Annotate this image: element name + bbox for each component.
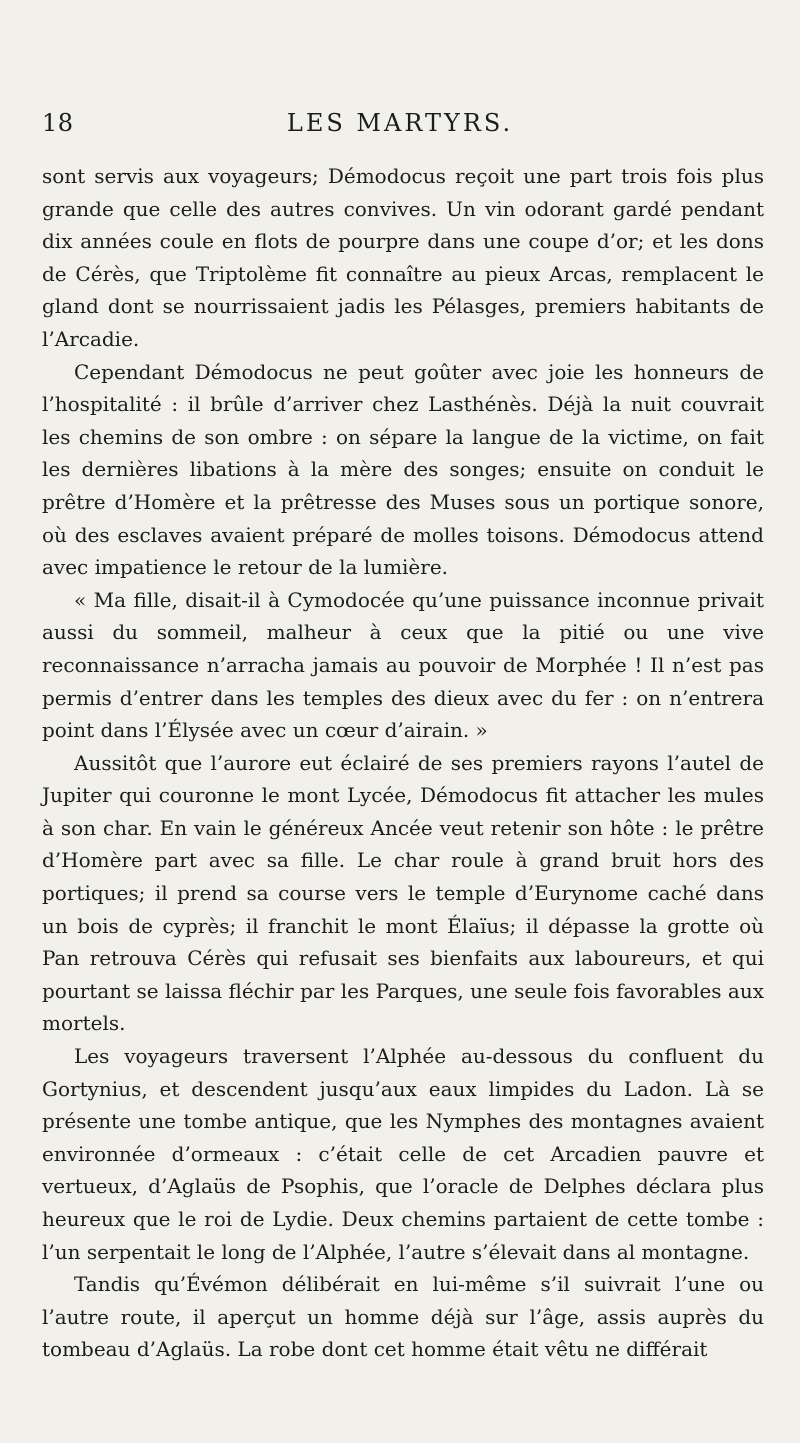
body-text (42, 160, 764, 1366)
paragraph: Cependant Démodocus ne peut goûter avec joie les honneurs de l’hospitalité : il brûle d’arriver chez Lasthénès. Déjà la nuit couvrait les chemins de son ombre : on sépare la langue de la victime, on fait les dernières libations à la mère des songes; ensuite on conduit le prêtre d’Homère et la prêtresse des Muses sous un portique sonore, où des esclaves avaient préparé de molles toisons. Démodocus attend avec impatience le retour de la lumière. (42, 359, 764, 580)
paragraph: Aussitôt que l’aurore eut éclairé de ses premiers rayons l’autel de Jupiter qui couronne le mont Lycée, Démodocus fit attacher les mules à son char. En vain le généreux Ancée veut retenir son hôte : le prêtre d’Homère part avec sa fille. Le char roule à grand bruit hors des portiques; il prend sa course vers le temple d’Eurynome caché dans un bois de cyprès; il franchit le mont Élaïus; il dépasse la grotte où Pan retrouva Cérès qui refusait ses bienfaits aux laboureurs, et qui pourtant se laissa fléchir par les Parques, une seule fois favorables aux mortels. (42, 750, 764, 1036)
running-title: LES MARTYRS. (286, 109, 514, 137)
paragraph-continued: sont servis aux voyageurs; Démodocus reçoit une part trois fois plus grande que celle des autres convives. Un vin odorant gardé pendant dix années coule en flots de pourpre dans une coupe d’or; et les dons de Cérès, que Triptolème fit connaître au pieux Arcas, remplacent le gland dont se nourrissaient jadis les Pélasges, premiers habitants de l’Arcadie. (42, 164, 764, 351)
paragraph: Les voyageurs traversent l’Alphée au-dessous du confluent du Gortynius, et descendent jusqu’aux eaux limpides du Ladon. Là se présente une tombe antique, que les Nymphes des montagnes avaient environnée d’ormeaux : c’était celle de cet Arcadien pauvre et vertueux, d’Aglaüs de Psophis, que l’oracle de Delphes déclara plus heureux que le roi de Lydie. Deux chemins partaient de cette tombe : l’un serpentait le long de l’Alphée, l’autre s’élevait dans al montagne. (42, 1044, 764, 1264)
paragraph: Tandis qu’Évémon délibérait en lui-même s’il suivrait l’une ou l’autre route, il aperçut un homme déjà sur l’âge, assis auprès du tombeau d’Aglaüs. La robe dont cet homme était vêtu ne différait (42, 1272, 764, 1362)
page-number: 18 (42, 109, 74, 137)
paragraph-quote: « Ma fille, disait-il à Cymodocée qu’une puissance inconnue privait aussi du sommeil, malheur à ceux que la pitié ou une vive reconnaissance n’arracha jamais au pouvoir de Morphée ! Il n’est pas permis d’entrer dans les temples des dieux avec du fer : on n’entrera point dans l’Élysée avec un cœur d’airain. » (42, 587, 764, 743)
page-header (42, 108, 758, 138)
